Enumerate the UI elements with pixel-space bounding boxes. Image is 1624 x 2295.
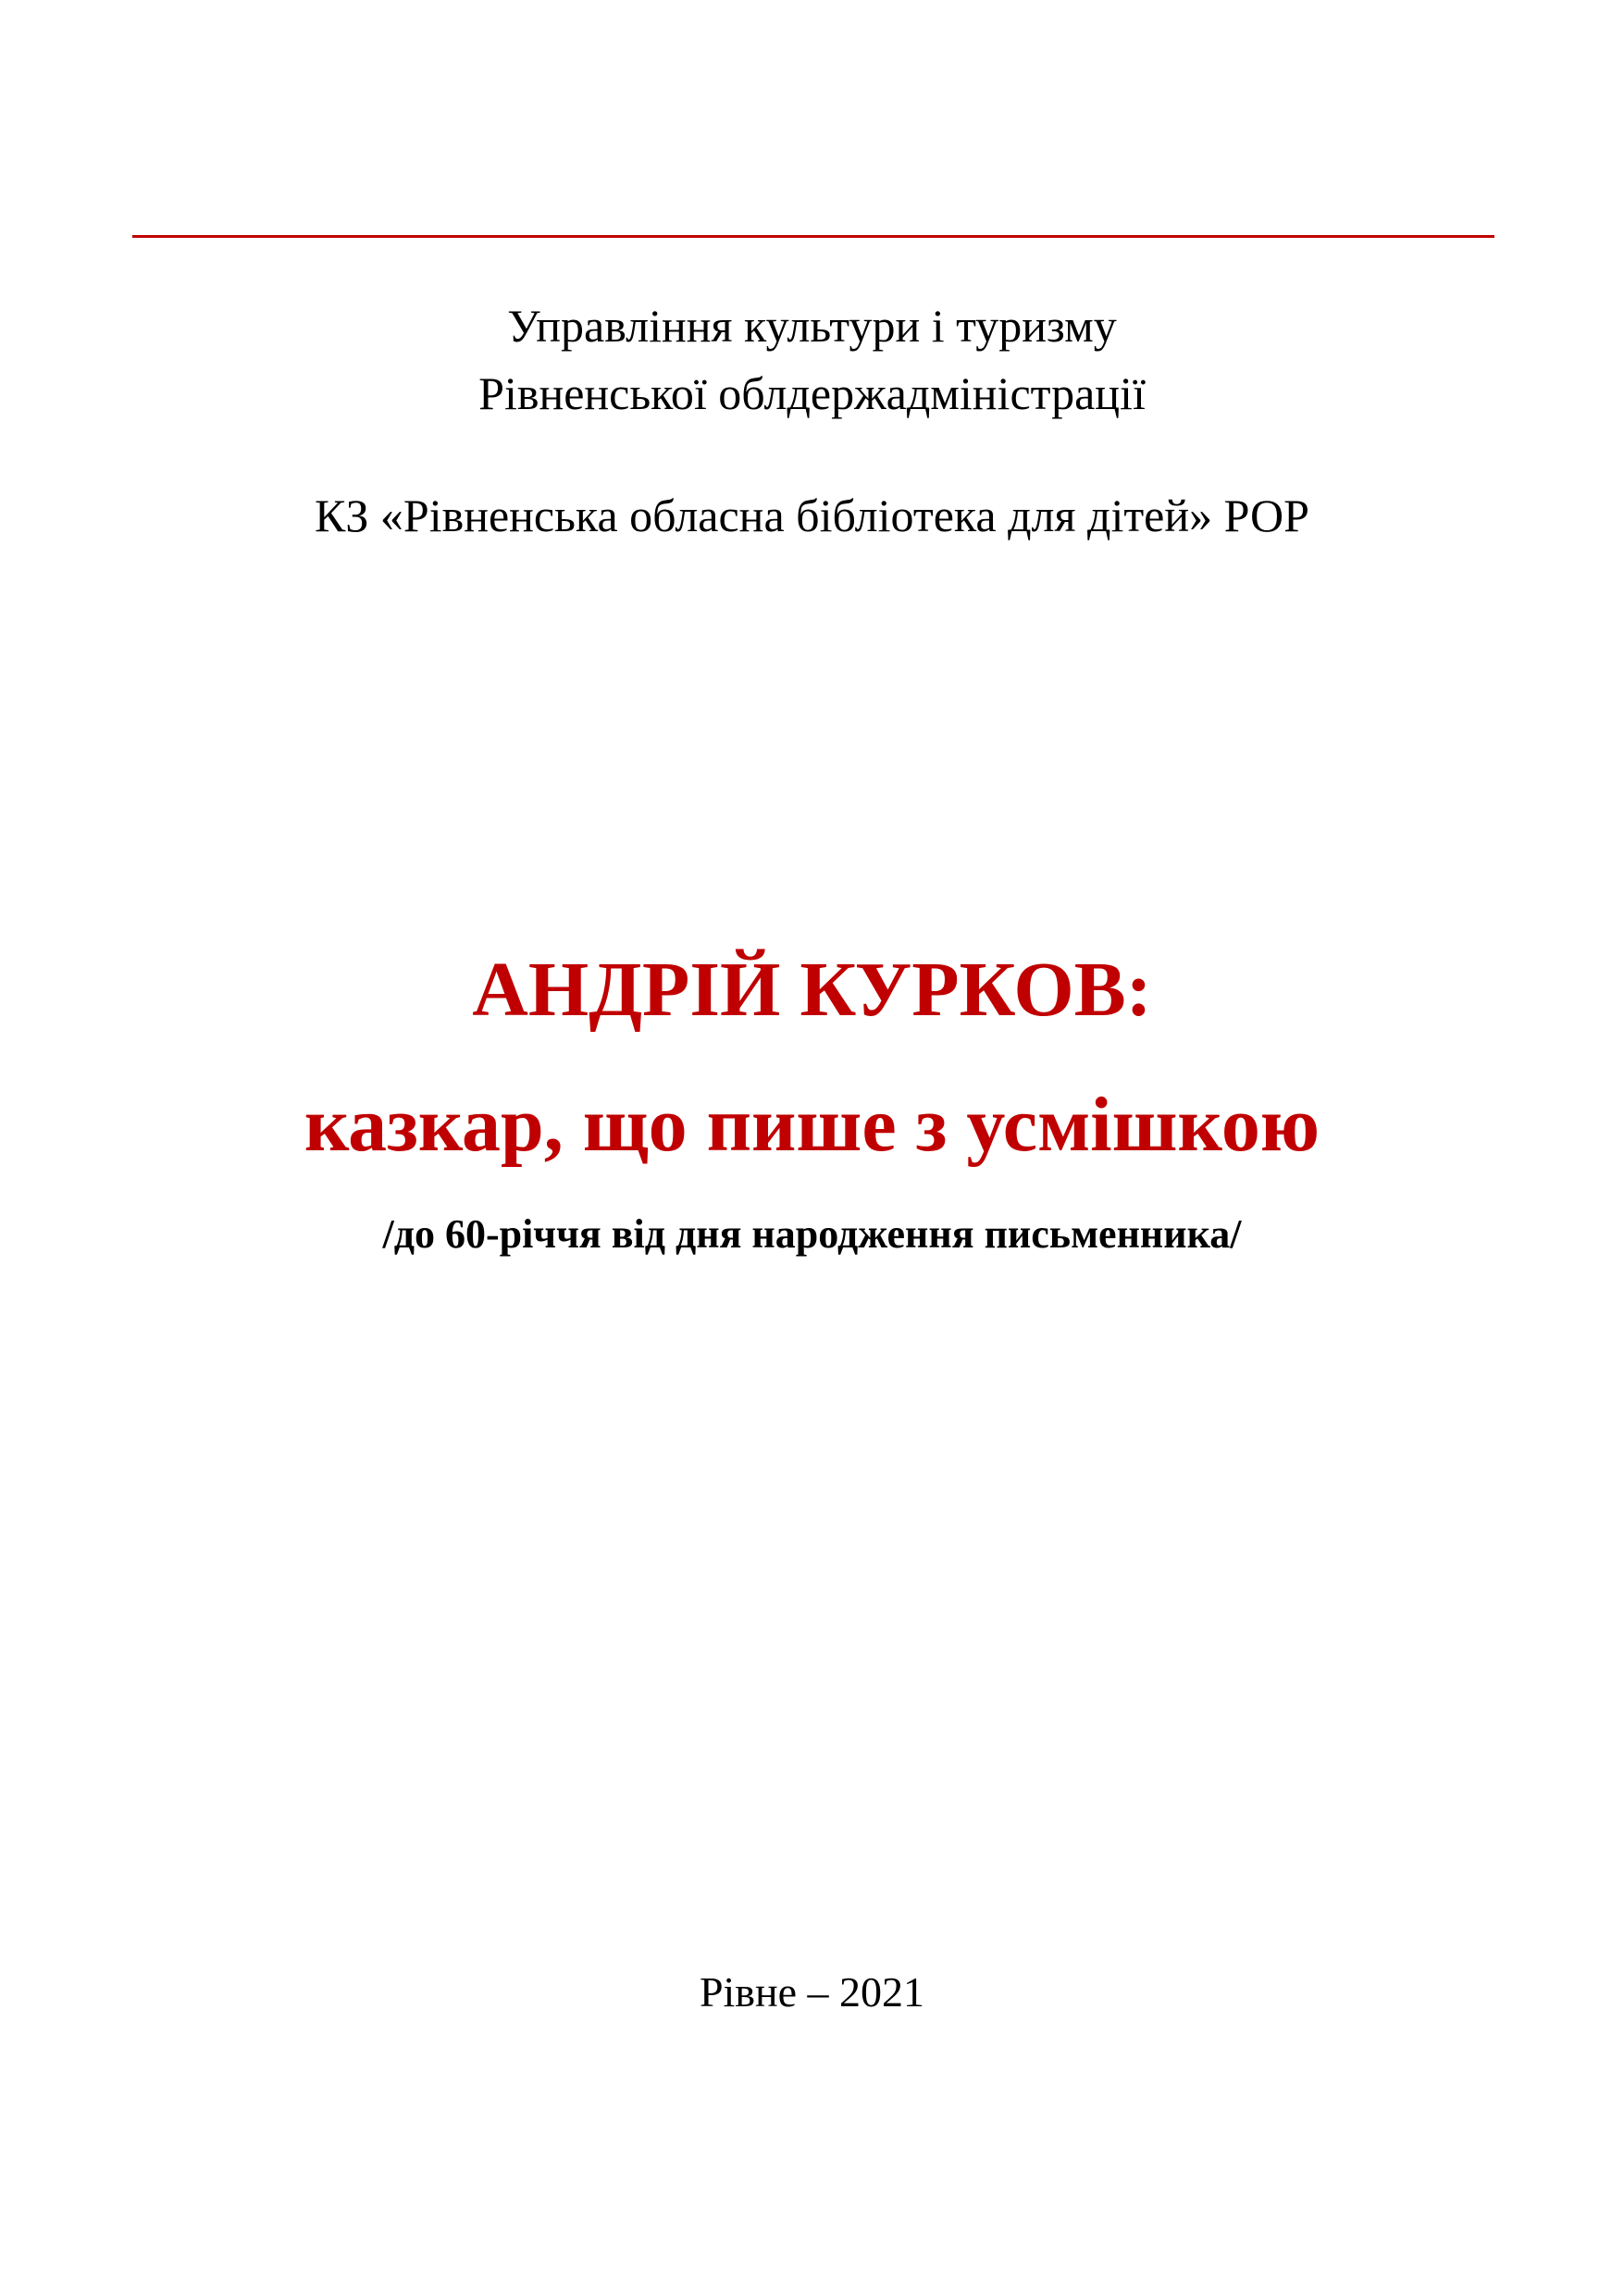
top-red-rule <box>132 235 1494 238</box>
library-name: КЗ «Рівненська обласна бібліотека для дітей» РОР <box>315 490 1309 541</box>
place-and-year: Рівне – 2021 <box>699 1968 925 2016</box>
dedication-line: /до 60-річчя від дня народження письменника/ <box>382 1211 1242 1257</box>
document-subtitle: казкар, що пише з усмішкою <box>304 1082 1320 1168</box>
document-title: АНДРІЙ КУРКОВ: <box>472 947 1152 1033</box>
organization-line-1: Управління культури і туризму <box>507 300 1117 352</box>
organization-line-2: Рівненської облдержадміністрації <box>478 367 1146 419</box>
